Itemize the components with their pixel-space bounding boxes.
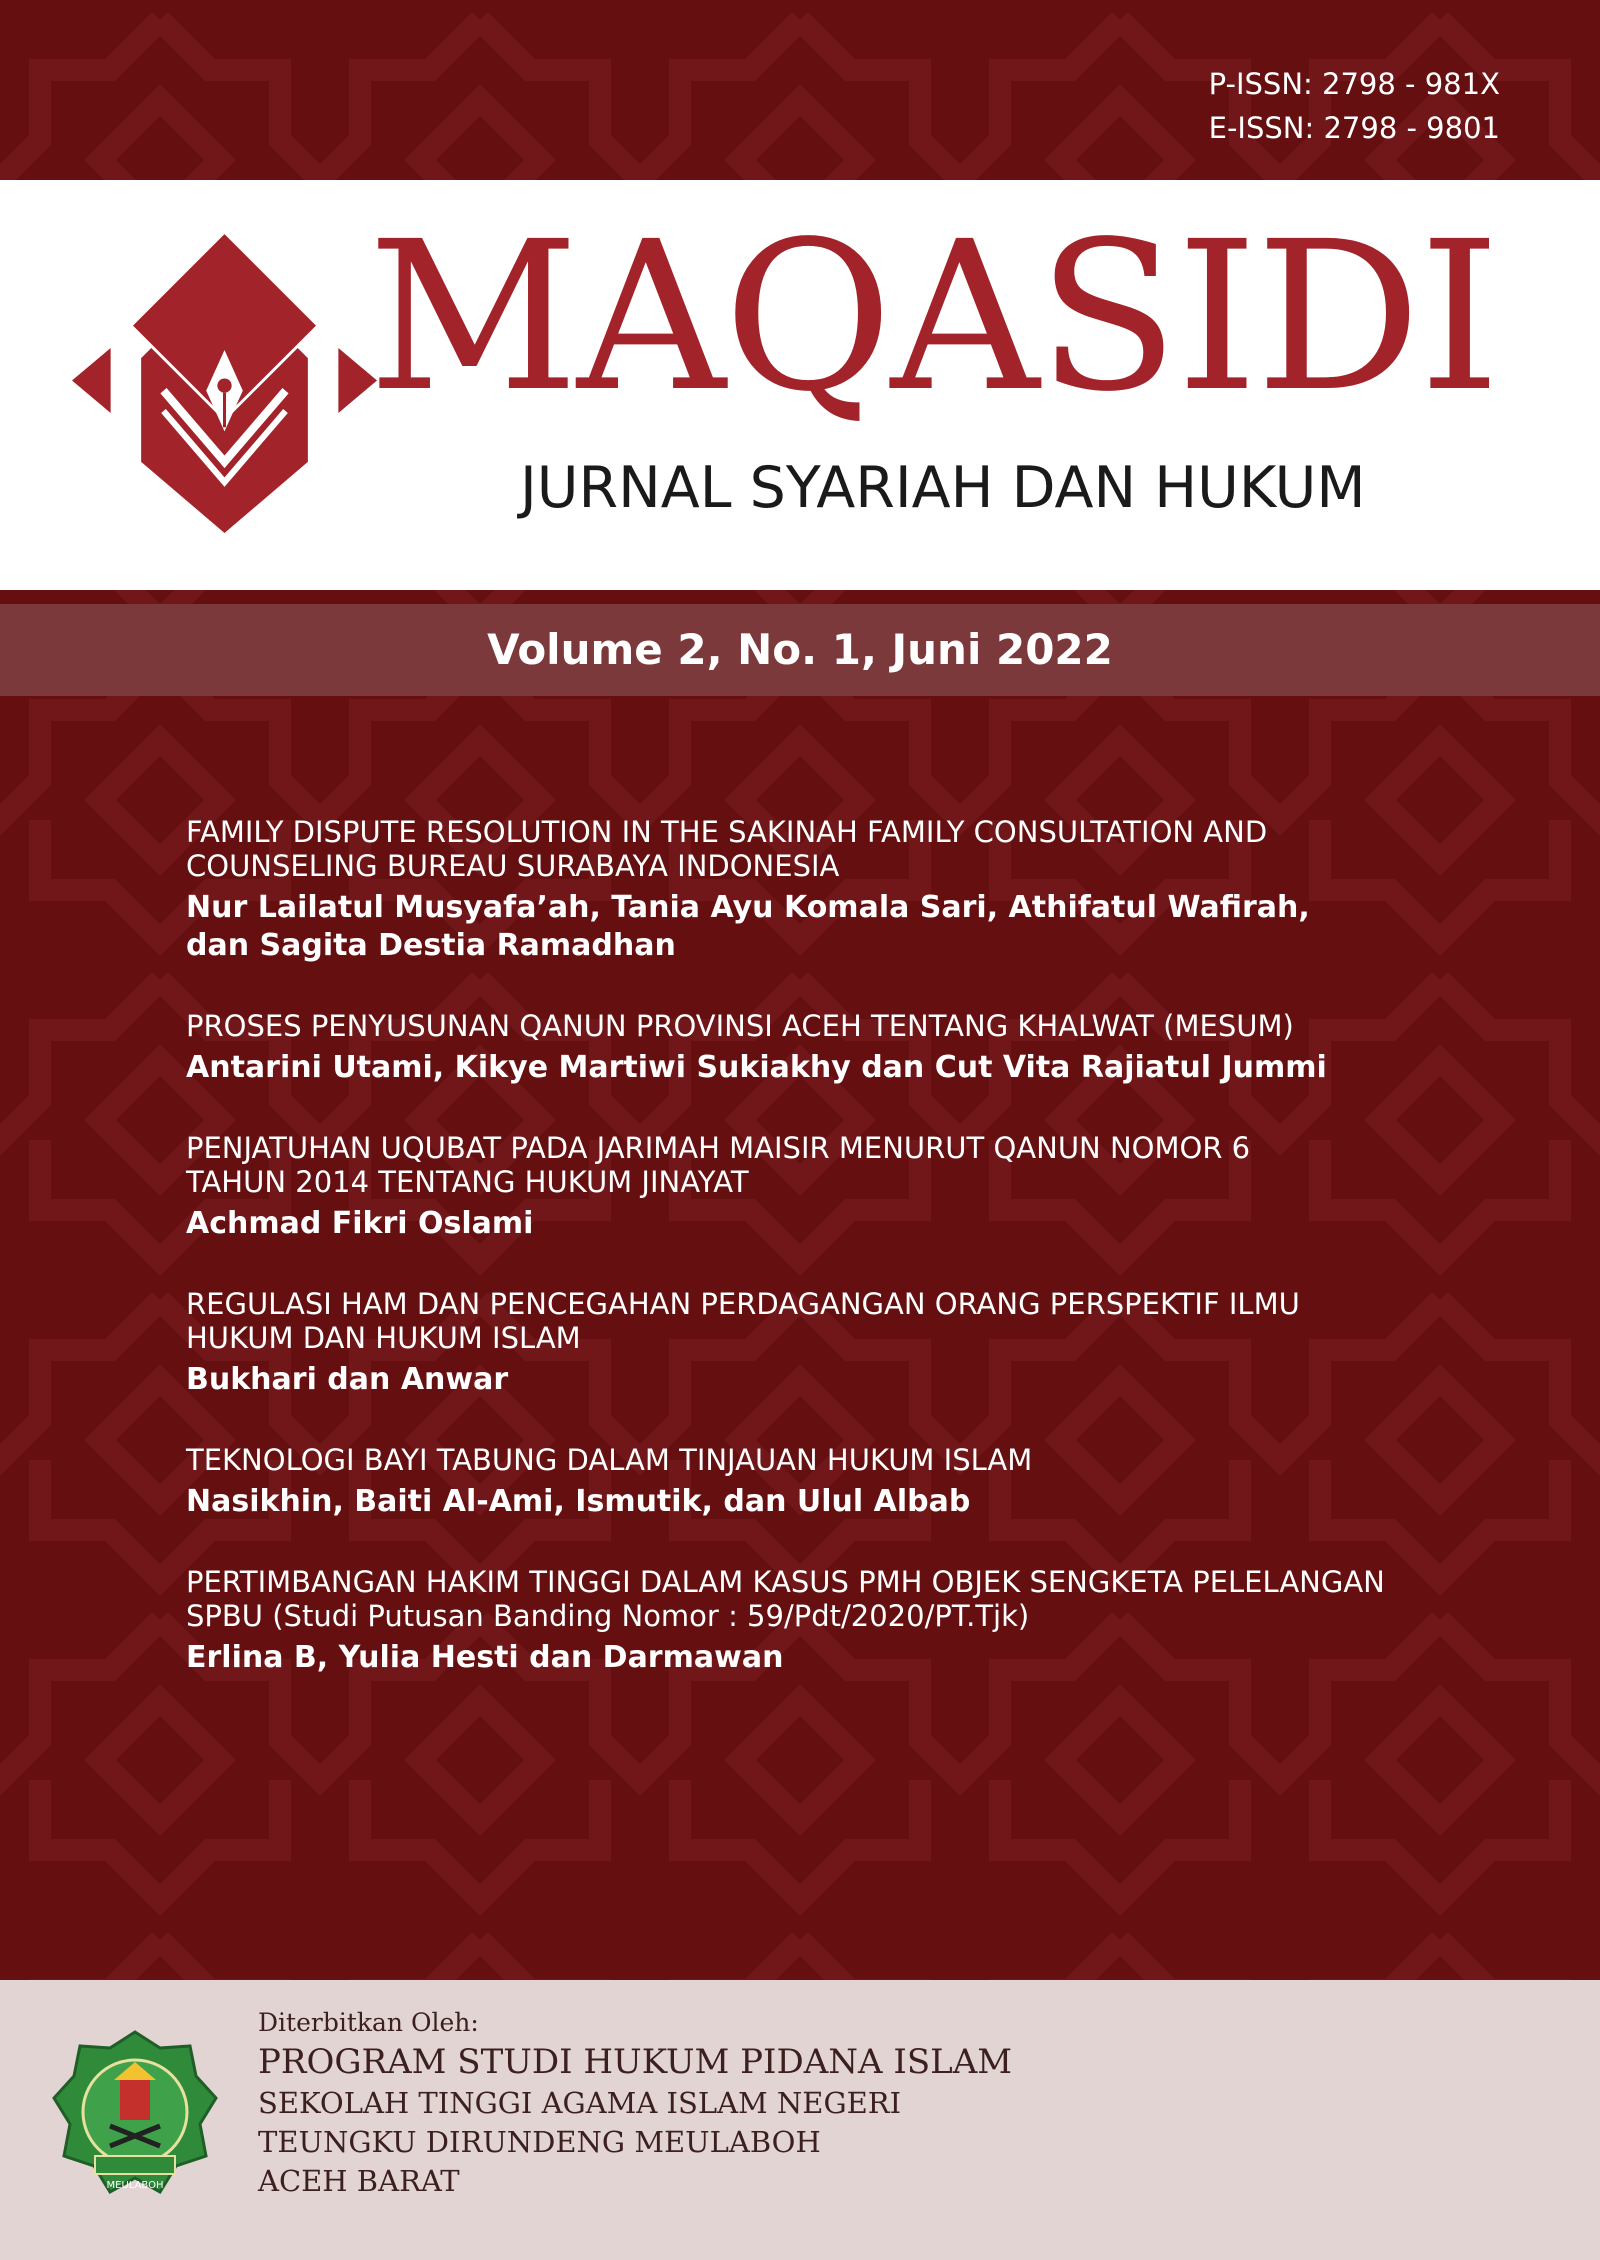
article-entry [186, 1443, 1486, 1521]
program-name: PROGRAM STUDI HUKUM PIDANA ISLAM [258, 2042, 1013, 2082]
masthead [0, 180, 1600, 590]
article-author-line: Nur Lailatul Musyafa’ah, Tania Ayu Komala Sari, Athifatul Wafirah, [186, 890, 1310, 925]
article-entry [186, 1131, 1486, 1243]
article-authors [186, 889, 1486, 965]
journal-logo-icon [72, 228, 377, 533]
article-entry [186, 1287, 1486, 1399]
institution-seal-icon [50, 2028, 220, 2203]
article-author-line: Antarini Utami, Kikye Martiwi Sukiakhy dan Cut Vita Rajiatul Jummi [186, 1050, 1327, 1085]
electronic-issn: E-ISSN: 2798 - 9801 [1208, 111, 1500, 145]
article-title [186, 1287, 1486, 1355]
article-authors [186, 1049, 1486, 1087]
article-author-line: dan Sagita Destia Ramadhan [186, 928, 676, 963]
article-author-line: Nasikhin, Baiti Al-Ami, Ismutik, dan Ulul Albab [186, 1484, 971, 1519]
institution-line: SEKOLAH TINGGI AGAMA ISLAM NEGERI [258, 2086, 902, 2120]
article-authors [186, 1483, 1486, 1521]
article-author-line: Achmad Fikri Oslami [186, 1206, 534, 1241]
issue-label: Volume 2, No. 1, Juni 2022 [487, 625, 1113, 674]
print-issn: P-ISSN: 2798 - 981X [1208, 67, 1500, 101]
article-title-line: TAHUN 2014 TENTANG HUKUM JINAYAT [186, 1165, 749, 1199]
article-title-line: SPBU (Studi Putusan Banding Nomor : 59/Pdt/2020/PT.Tjk) [186, 1599, 1030, 1633]
seal-label: MEULABOH [106, 2180, 164, 2191]
article-title [186, 1009, 1486, 1043]
journal-title: MAQASIDI [368, 197, 1499, 437]
article-author-line: Bukhari dan Anwar [186, 1362, 509, 1397]
article-authors [186, 1361, 1486, 1399]
article-title-line: PERTIMBANGAN HAKIM TINGGI DALAM KASUS PMH OBJEK SENGKETA PELELANGAN [186, 1565, 1385, 1599]
article-title [186, 815, 1486, 883]
article-title [186, 1565, 1486, 1633]
publisher-text [258, 2006, 1012, 2201]
article-title-line: TEKNOLOGI BAYI TABUNG DALAM TINJAUAN HUKUM ISLAM [186, 1443, 1033, 1477]
article-title-line: FAMILY DISPUTE RESOLUTION IN THE SAKINAH FAMILY CONSULTATION AND [186, 815, 1268, 849]
published-by-label: Diterbitkan Oleh: [258, 2008, 479, 2037]
article-author-line: Erlina B, Yulia Hesti dan Darmawan [186, 1640, 784, 1675]
article-title-line: PROSES PENYUSUNAN QANUN PROVINSI ACEH TENTANG KHALWAT (MESUM) [186, 1009, 1294, 1043]
article-title-line: PENJATUHAN UQUBAT PADA JARIMAH MAISIR MENURUT QANUN NOMOR 6 [186, 1131, 1251, 1165]
publisher-footer [0, 1980, 1600, 2260]
journal-subtitle: JURNAL SYARIAH DAN HUKUM [520, 455, 1366, 521]
article-title-line: COUNSELING BUREAU SURABAYA INDONESIA [186, 849, 840, 883]
article-authors [186, 1639, 1486, 1677]
article-entry [186, 1565, 1486, 1677]
volume-band [0, 604, 1600, 696]
article-title [186, 1131, 1486, 1199]
article-entry [186, 1009, 1486, 1087]
article-entry [186, 815, 1486, 965]
institution-line: TEUNGKU DIRUNDENG MEULABOH [258, 2125, 821, 2159]
article-title-line: REGULASI HAM DAN PENCEGAHAN PERDAGANGAN ORANG PERSPEKTIF ILMU [186, 1287, 1300, 1321]
article-title [186, 1443, 1486, 1477]
issn-block [1209, 62, 1500, 150]
article-title-line: HUKUM DAN HUKUM ISLAM [186, 1321, 581, 1355]
institution-line: ACEH BARAT [258, 2164, 460, 2198]
article-authors [186, 1205, 1486, 1243]
table-of-contents [186, 815, 1486, 1721]
